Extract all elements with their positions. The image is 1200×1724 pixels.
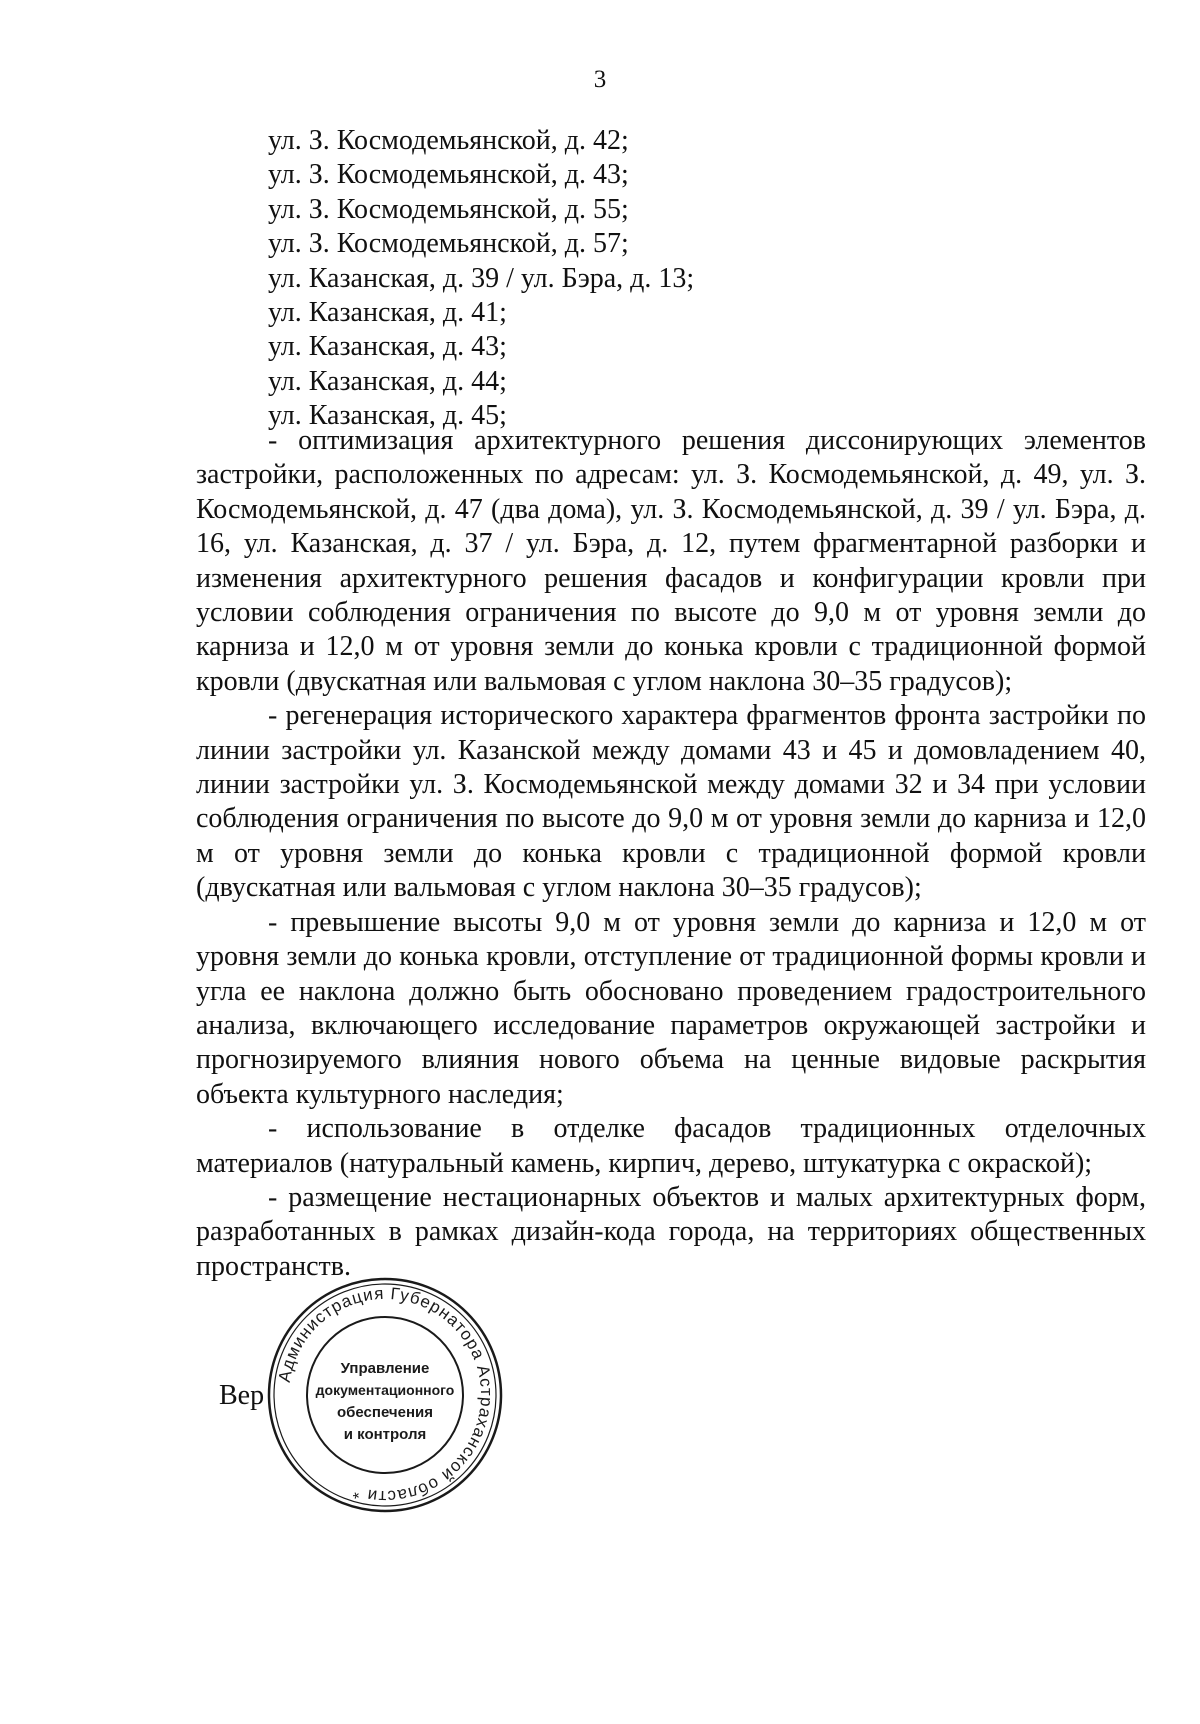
address-item: ул. Казанская, д. 41; xyxy=(268,297,507,329)
seal-line-2: документационного xyxy=(315,1382,455,1398)
seal-ring-text: Администрация Губернатора Астраханской области * xyxy=(274,1283,497,1507)
address-item: ул. Казанская, д. 44; xyxy=(268,365,507,397)
address-item: ул. З. Космодемьянской, д. 57; xyxy=(268,228,629,260)
page-number: 3 xyxy=(593,66,607,93)
body-text xyxy=(196,424,1146,1284)
address-list xyxy=(268,124,694,434)
official-seal xyxy=(267,1277,503,1513)
address-item: ул. Казанская, д. 39 / ул. Бэра, д. 13; xyxy=(268,262,695,294)
paragraph-optimization: - оптимизация архитектурного решения диссонирующих элементов застройки, расположенных по адресам: ул. З. Космодемьянской, д. 49, ул. З. Космодемьянской, д. 47 (два дома), ул. З. Космодемьянской, д. 39 / ул. Бэра, д. 16, ул. Казанская, д. 37 / ул. Бэра, д. 12, путем фрагментарной разборки и изменения архитектурного решения фасадов и конфигурации кровли при условии соблюдения ограничения по высоте до 9,0 м от уровня земли до карниза и 12,0 м от уровня земли до конька кровли с традиционной формой кровли (двускатная или вальмовая с углом наклона 30–35 градусов); xyxy=(196,425,1146,697)
verification-label: Вер xyxy=(219,1380,265,1411)
address-item: ул. З. Космодемьянской, д. 43; xyxy=(268,159,629,191)
paragraph-height-exceeding: - превышение высоты 9,0 м от уровня земли до карниза и 12,0 м от уровня земли до конька кровли, отступление от традиционной формы кровли и угла ее наклона должно быть обосновано проведением градостроительного анализа, включающего исследование параметров окружающей застройки и прогнозируемого влияния нового объема на ценные видовые раскрытия объекта культурного наследия; xyxy=(196,906,1146,1110)
address-item: ул. Казанская, д. 45; xyxy=(268,400,507,432)
paragraph-materials: - использование в отделке фасадов традиционных отделочных материалов (натуральный камень, кирпич, дерево, штукатурка с окраской); xyxy=(196,1113,1146,1179)
paragraph-placement: - размещение нестационарных объектов и малых архитектурных форм, разработанных в рамках дизайн-кода города, на территориях общественных пространств. xyxy=(196,1181,1146,1282)
seal-line-3: обеспечения xyxy=(336,1404,434,1421)
paragraph-regeneration: - регенерация исторического характера фрагментов фронта застройки по линии застройки ул. Казанской между домами 43 и 45 и домовладением 40, линии застройки ул. З. Космодемьянской между домами 32 и 34 при условии соблюдения ограничения по высоте до 9,0 м от уровня земли до карниза и 12,0 м от уровня земли до конька кровли с традиционной формой кровли (двускатная или вальмовая с углом наклона 30–35 градусов); xyxy=(196,700,1146,904)
address-item: ул. З. Космодемьянской, д. 42; xyxy=(268,125,629,156)
seal-line-4: и контроля xyxy=(343,1426,427,1443)
seal-line-1: Управление xyxy=(340,1360,430,1377)
address-item: ул. Казанская, д. 43; xyxy=(268,331,507,363)
address-item: ул. З. Космодемьянской, д. 55; xyxy=(268,193,629,225)
